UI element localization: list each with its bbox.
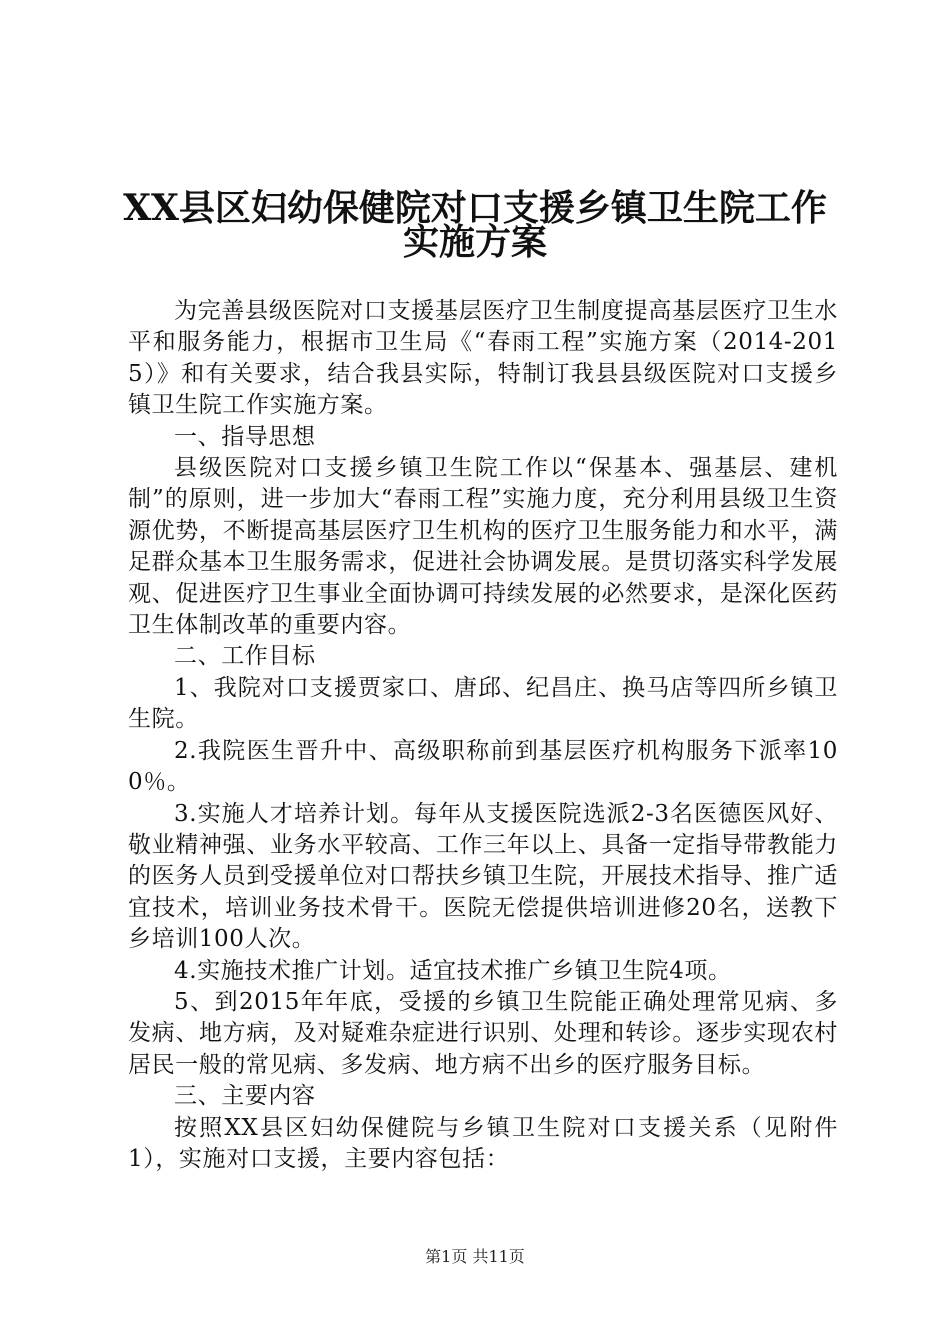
document-body <box>128 296 838 1175</box>
paragraph-intro: 为完善县级医院对口支援基层医疗卫生制度提高基层医疗卫生水平和服务能力，根据市卫生局《“春雨工程”实施方案（2014-2015）》和有关要求，结合我县实际，特制订我县县级医院对口支援乡镇卫生院工作实施方案。 <box>128 298 838 419</box>
paragraph-goal-1: 1、我院对口支援贾家口、唐邱、纪昌庄、换马店等四所乡镇卫生院。 <box>128 674 838 733</box>
paragraph-main-content: 按照XX县区妇幼保健院与乡镇卫生院对口支援关系（见附件1），实施对口支援，主要内容包括： <box>128 1114 838 1172</box>
document-title-line-2: 实施方案 <box>402 221 547 263</box>
section-heading-main-content: 三、主要内容 <box>174 1083 316 1110</box>
paragraph-guiding-ideology: 县级医院对口支援乡镇卫生院工作以“保基本、强基层、建机制”的原则，进一步加大“春雨工程”实施力度，充分利用县级卫生资源优势，不断提高基层医疗卫生机构的医疗卫生服务能力和水平，满足群众基本卫生服务需求，促进社会协调发展。是贯切落实科学发展观、促进医疗卫生事业全面协调可持续发展的必然要求，是深化医药卫生体制改革的重要内容。 <box>128 455 838 639</box>
paragraph-goal-3: 3.实施人才培养计划。每年从支援医院选派2-3名医德医风好、敬业精神强、业务水平较高、工作三年以上、具备一定指导带教能力的医务人员到受援单位对口帮扶乡镇卫生院，开展技术指导、推广适宜技术，培训业务技术骨干。医院无偿提供培训进修20名，送教下乡培训100人次。 <box>128 800 838 953</box>
document-title-line-1: XX县区妇幼保健院对口支援乡镇卫生院工作 <box>123 187 827 229</box>
page-footer: 第1页 共11页 <box>425 1247 525 1266</box>
paragraph-goal-5: 5、到2015年年底，受援的乡镇卫生院能正确处理常见病、多发病、地方病，及对疑难杂症进行识别、处理和转诊。逐步实现农村居民一般的常见病、多发病、地方病不出乡的医疗服务目标。 <box>128 988 838 1078</box>
section-heading-guiding-ideology: 一、指导思想 <box>174 423 316 450</box>
section-heading-work-goals: 二、工作目标 <box>174 643 316 670</box>
paragraph-goal-2: 2.我院医生晋升中、高级职称前到基层医疗机构服务下派率100％。 <box>128 737 838 796</box>
paragraph-goal-4: 4.实施技术推广计划。适宜技术推广乡镇卫生院4项。 <box>174 957 732 984</box>
